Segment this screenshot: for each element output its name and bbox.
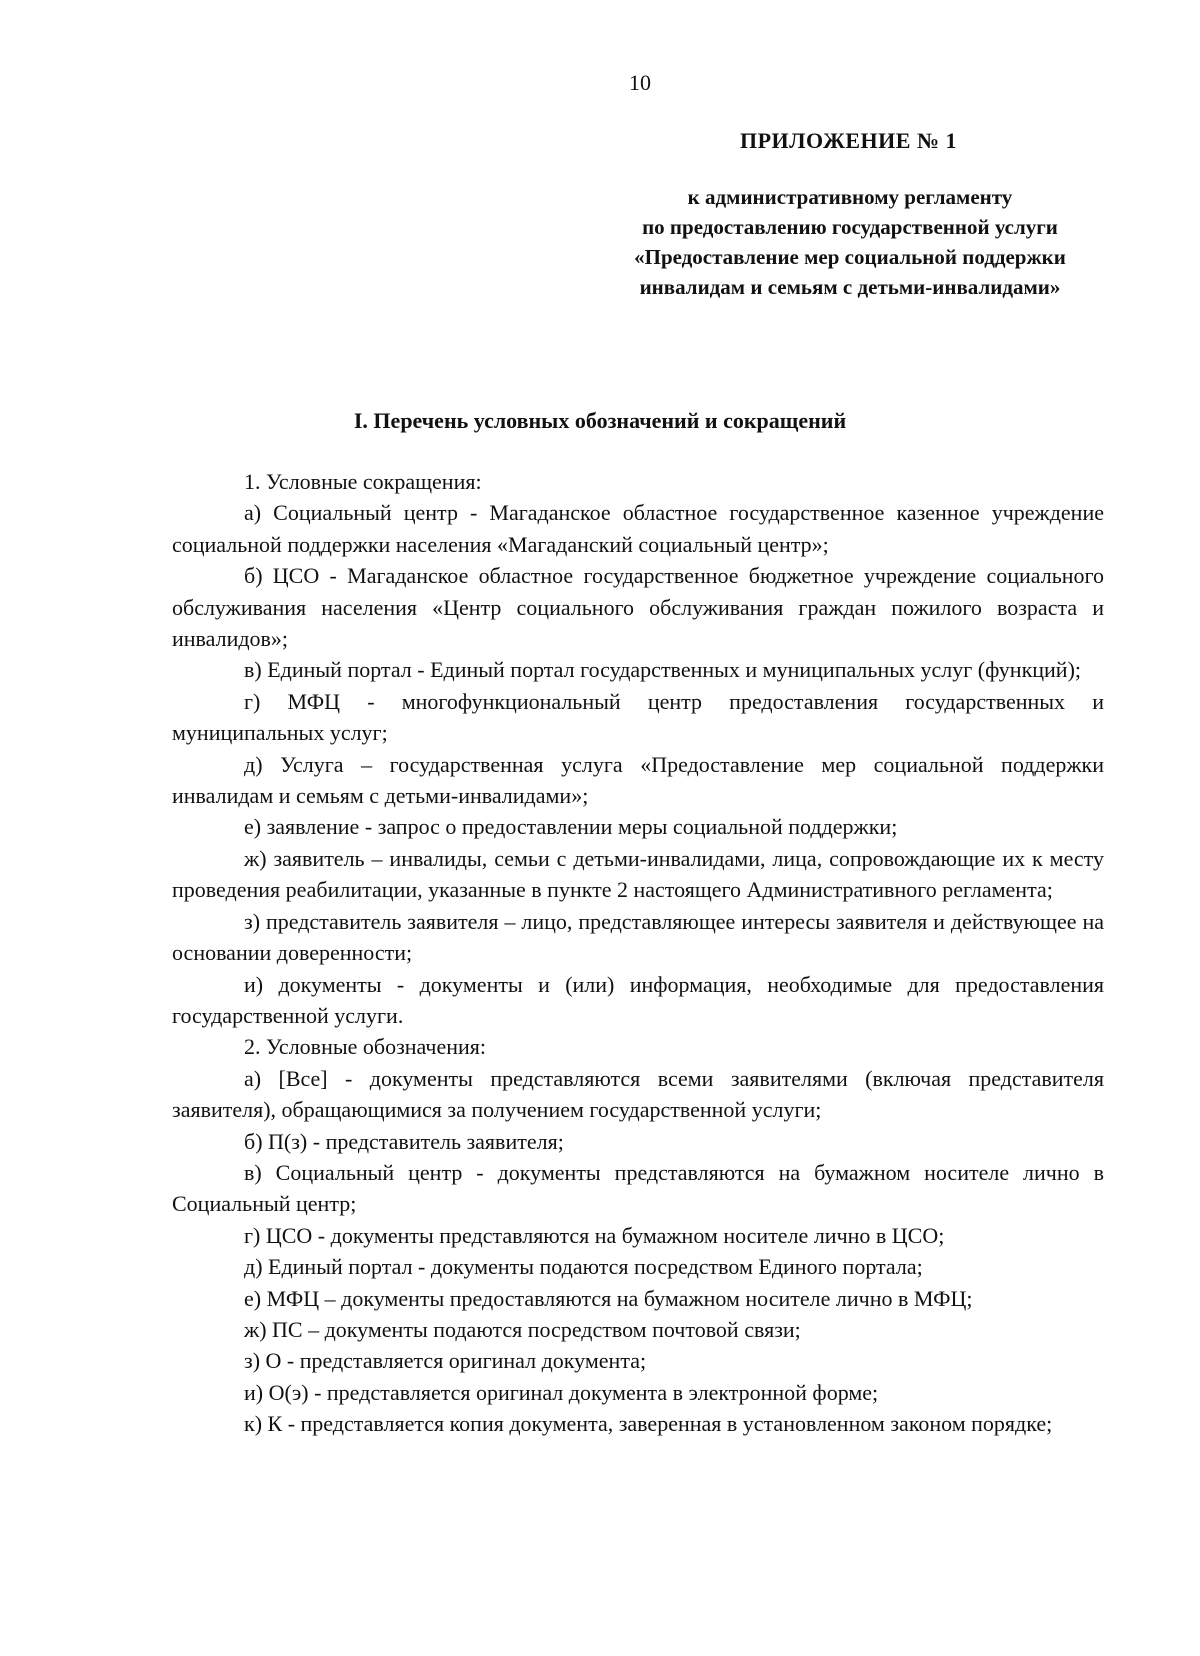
appendix-title: ПРИЛОЖЕНИЕ № 1 (740, 128, 958, 153)
paragraph: в) Единый портал - Единый портал государственных и муниципальных услуг (функций); (244, 657, 1082, 683)
paragraph: в) Социальный центр - документы представляются на бумажном носителе лично в Социальный центр; (172, 1159, 1104, 1217)
paragraph: к) К - представляется копия документа, заверенная в установленном законом порядке; (244, 1411, 1053, 1437)
paragraph: д) Услуга – государственная услуга «Предоставление мер социальной поддержки инвалидам и семьям с детьми-инвалидами»; (172, 751, 1104, 809)
page-number: 10 (629, 70, 651, 95)
paragraph: з) О - представляется оригинал документа; (244, 1348, 647, 1374)
paragraph: ж) ПС – документы подаются посредством почтовой связи; (244, 1316, 801, 1342)
paragraph: з) представитель заявителя – лицо, представляющее интересы заявителя и действующее на основании доверенности; (172, 908, 1104, 966)
paragraph: и) документы - документы и (или) информация, необходимые для предоставления государственной услуги. (172, 971, 1104, 1028)
paragraph: а) Социальный центр - Магаданское областное государственное казенное учреждение социальной поддержки населения «Магаданский социальный центр»; (172, 500, 1104, 557)
paragraph: е) заявление - запрос о предоставлении меры социальной поддержки; (244, 814, 898, 840)
paragraph: а) [Все] - документы представляются всеми заявителями (включая представителя заявителя), обращающимися за получением государственной услуги; (172, 1065, 1104, 1123)
paragraph: и) О(э) - представляется оригинал документа в электронной форме; (244, 1379, 879, 1405)
paragraph-symbols-heading: 2. Условные обозначения: (244, 1034, 487, 1060)
appendix-subtitle (580, 182, 1120, 302)
paragraph-abbreviations-heading: 1. Условные сокращения: (244, 469, 482, 494)
paragraph: г) ЦСО - документы представляются на бумажном носителе лично в ЦСО; (244, 1222, 945, 1248)
appendix-subtitle-line: по предоставлению государственной услуги (642, 215, 1058, 239)
paragraph: б) ЦСО - Магаданское областное государственное бюджетное учреждение социального обслуживания населения «Центр социального обслуживания граждан пожилого возраста и инвалидов»; (172, 563, 1104, 652)
paragraph: г) МФЦ - многофункциональный центр предоставления государственных и муниципальных услуг; (172, 688, 1104, 746)
appendix-subtitle-line: к административному регламенту (687, 185, 1013, 209)
paragraph: е) МФЦ – документы предоставляются на бумажном носителе лично в МФЦ; (244, 1285, 973, 1311)
document-body (172, 466, 1104, 1440)
section-heading: I. Перечень условных обозначений и сокращений (353, 408, 847, 433)
appendix-subtitle-line: инвалидам и семьям с детьми-инвалидами» (639, 275, 1061, 299)
appendix-subtitle-line: «Предоставление мер социальной поддержки (634, 245, 1066, 269)
paragraph: д) Единый портал - документы подаются посредством Единого портала; (244, 1254, 923, 1280)
paragraph: ж) заявитель – инвалиды, семьи с детьми-инвалидами, лица, сопровождающие их к месту проведения реабилитации, указанные в пункте 2 настоящего Административного регламента; (172, 845, 1104, 903)
paragraph: б) П(з) - представитель заявителя; (244, 1128, 564, 1154)
